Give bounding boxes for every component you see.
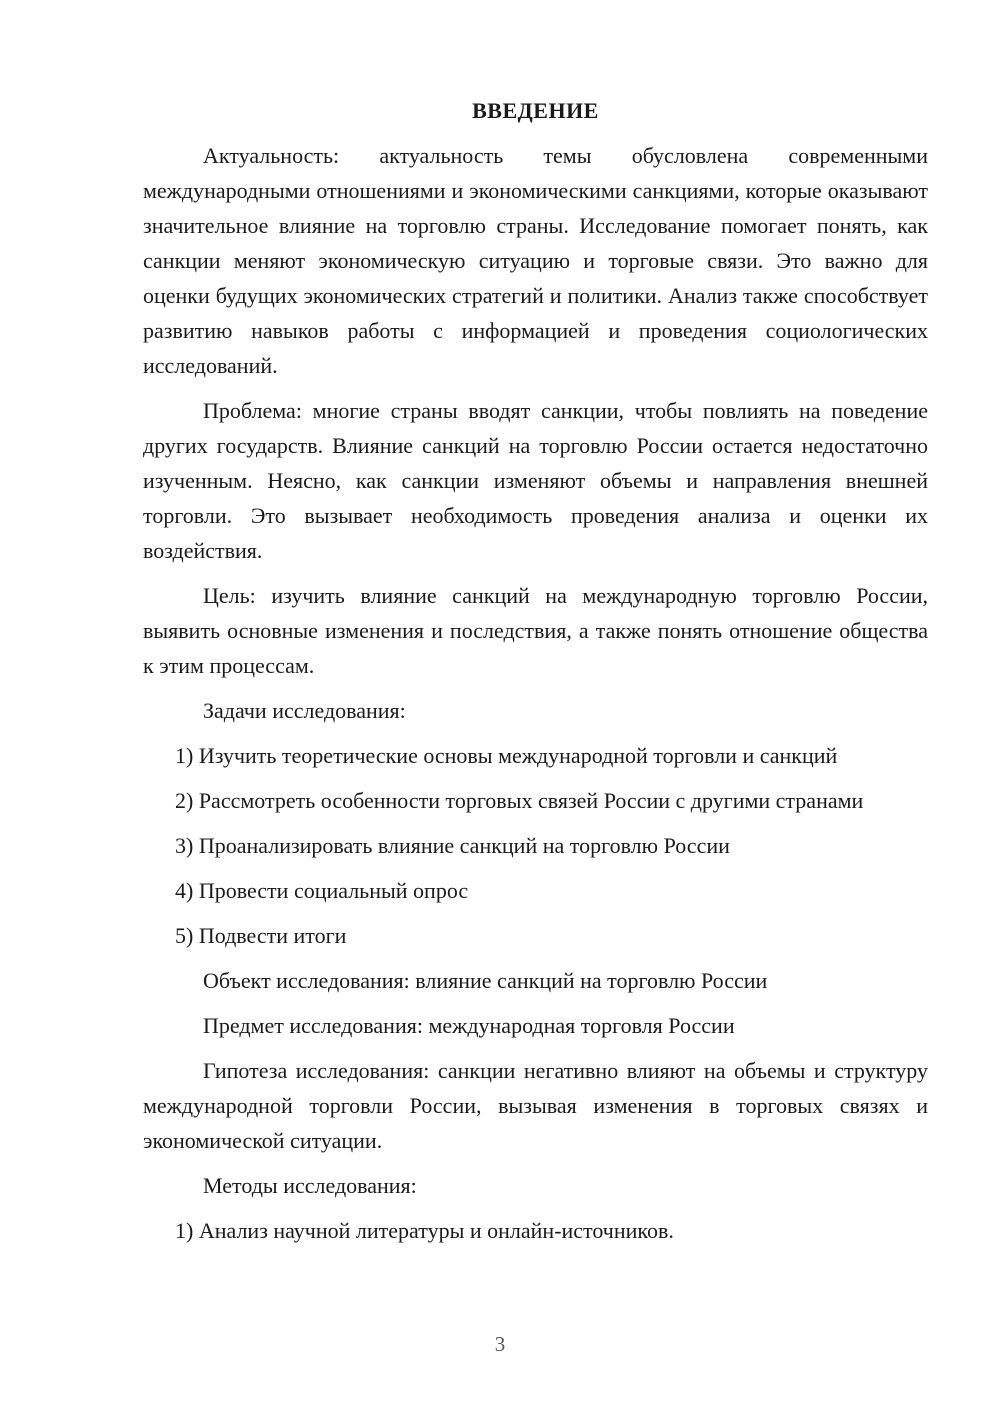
task-item-4: 4) Провести социальный опрос [175,878,469,903]
page-title: ВВЕДЕНИЕ [472,98,599,123]
research-subject: Предмет исследования: международная торговля России [203,1013,735,1038]
goal-paragraph: Цель: изучить влияние санкций на международную торговлю России, выявить основные изменения и последствия, а также понять отношение общества к этим процессам. [143,583,928,678]
tasks-heading: Задачи исследования: [203,698,406,723]
problem-paragraph: Проблема: многие страны вводят санкции, чтобы повлиять на поведение других государств. Влияние санкций на торговлю России остается недостаточно изученным. Неясно, как санкции изменяют объемы и направления внешней торговли. Это вызывает необходимость проведения анализа и оценки их воздействия. [143,398,928,563]
research-object: Объект исследования: влияние санкций на торговлю России [203,968,768,993]
page-number: 3 [494,1332,506,1356]
method-item-1: 1) Анализ научной литературы и онлайн-источников. [175,1218,674,1243]
methods-heading: Методы исследования: [203,1173,417,1198]
task-item-1: 1) Изучить теоретические основы международной торговли и санкций [175,743,838,768]
hypothesis-paragraph: Гипотеза исследования: санкции негативно влияют на объемы и структуру международной торговли России, вызывая изменения в торговых связях и экономической ситуации. [143,1058,928,1153]
task-item-3: 3) Проанализировать влияние санкций на торговлю России [175,833,730,858]
task-item-5: 5) Подвести итоги [175,923,347,948]
relevance-paragraph: Актуальность: актуальность темы обусловлена современными международными отношениями и экономическими санкциями, которые оказывают значительное влияние на торговлю страны. Исследование помогает понять, как санкции меняют экономическую ситуацию и торговые связи. Это важно для оценки будущих экономических стратегий и политики. Анализ также способствует развитию навыков работы с информацией и проведения социологических исследований. [143,143,928,378]
task-item-2: 2) Рассмотреть особенности торговых связей России с другими странами [175,788,864,813]
